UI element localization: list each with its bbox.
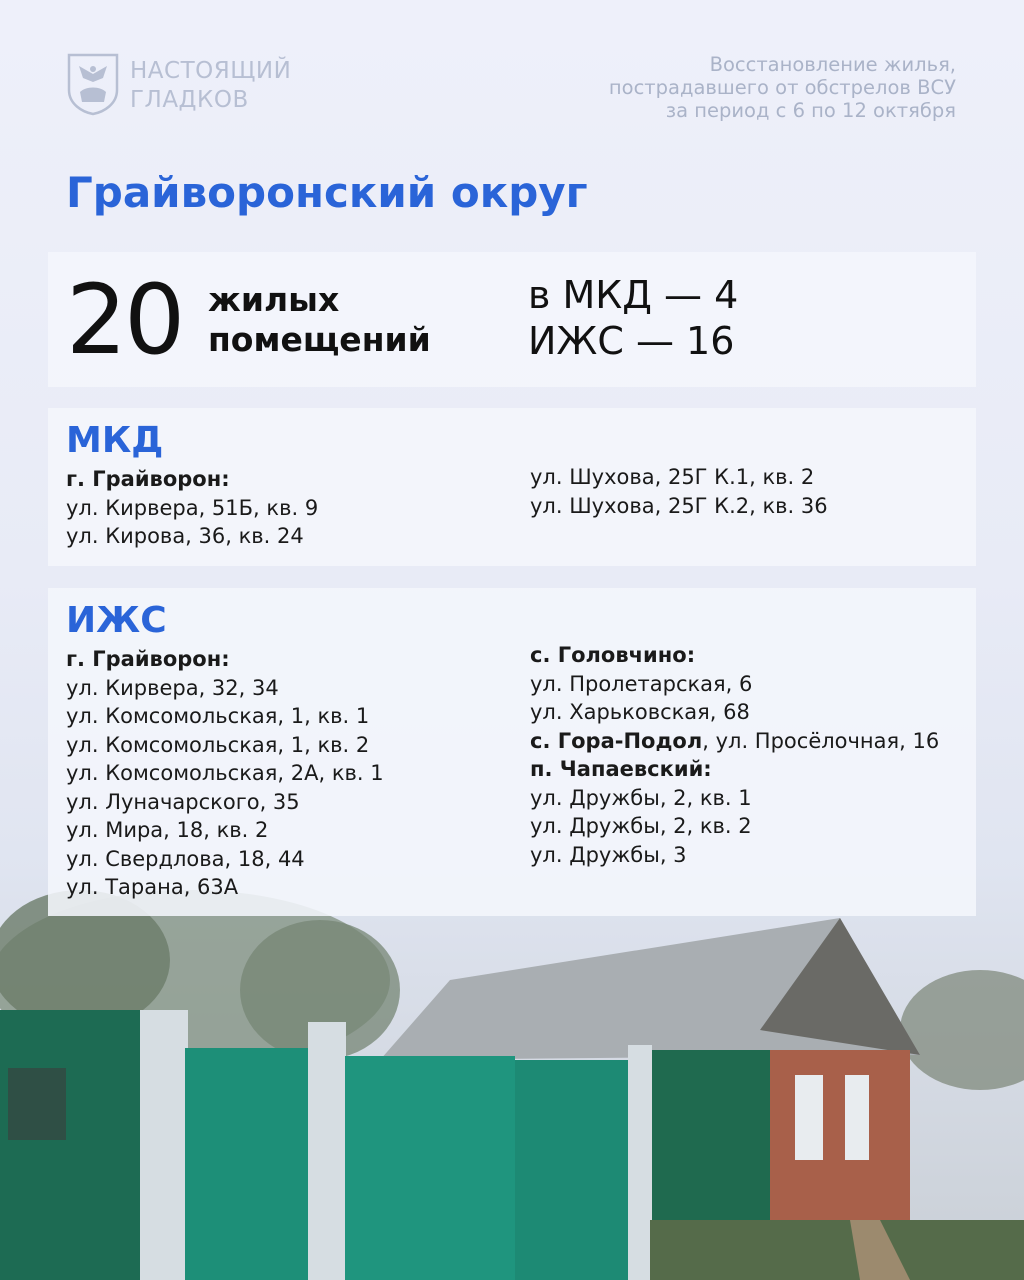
list-item: ул. Свердлова, 18, 44 xyxy=(66,846,305,871)
period-subtitle xyxy=(609,53,956,122)
locality-name: с. Гора-Подол xyxy=(530,728,703,753)
logo xyxy=(66,52,291,120)
logo-line-1: НАСТОЯЩИЙ xyxy=(130,58,292,84)
mkd-card xyxy=(48,408,976,566)
list-item: ул. Тарана, 63А xyxy=(66,875,239,899)
list-item: г. Грайворон: xyxy=(66,647,230,671)
izhs-title: ИЖС xyxy=(66,600,167,641)
izhs-count: ИЖС — 16 xyxy=(528,319,735,363)
subtitle-line-1: Восстановление жилья, xyxy=(709,53,956,76)
mkd-right-list xyxy=(530,463,828,520)
list-item: ул. Луначарского, 35 xyxy=(66,789,300,814)
list-item xyxy=(530,727,939,756)
list-item: ул. Кирвера, 51Б, кв. 9 xyxy=(66,495,319,520)
header xyxy=(66,52,956,122)
mkd-count: в МКД — 4 xyxy=(528,273,739,317)
list-item: ул. Дружбы, 3 xyxy=(530,842,687,867)
izhs-card xyxy=(48,588,976,916)
house-photo xyxy=(0,870,1024,1280)
izhs-left-list xyxy=(66,645,384,902)
list-item: ул. Комсомольская, 2А, кв. 1 xyxy=(66,761,384,785)
locality-address: , ул. Просёлочная, 16 xyxy=(702,728,940,753)
mkd-left-list xyxy=(66,465,318,551)
list-item: ул. Дружбы, 2, кв. 1 xyxy=(530,785,752,810)
total-label-line-2: помещений xyxy=(208,320,431,359)
summary-card xyxy=(48,252,976,387)
district-title: Грайворонский округ xyxy=(66,168,588,217)
list-item: ул. Комсомольская, 1, кв. 2 xyxy=(66,732,370,757)
total-label xyxy=(208,280,431,360)
izhs-right-list xyxy=(530,641,939,869)
subtitle-line-2: пострадавшего от обстрелов ВСУ xyxy=(608,76,956,99)
list-item: п. Чапаевский: xyxy=(530,757,712,781)
list-item: с. Головчино: xyxy=(530,643,696,667)
list-item: ул. Шухова, 25Г К.1, кв. 2 xyxy=(530,465,815,489)
total-label-line-1: жилых xyxy=(208,280,340,319)
total-count: 20 xyxy=(66,264,183,376)
list-item: ул. Комсомольская, 1, кв. 1 xyxy=(66,704,370,728)
breakdown xyxy=(528,272,738,364)
list-item: г. Грайворон: xyxy=(66,467,230,491)
list-item: ул. Дружбы, 2, кв. 2 xyxy=(530,814,752,838)
list-item: ул. Кирвера, 32, 34 xyxy=(66,675,279,700)
list-item: ул. Шухова, 25Г К.2, кв. 36 xyxy=(530,493,828,518)
list-item: ул. Харьковская, 68 xyxy=(530,700,750,724)
mkd-title: МКД xyxy=(66,420,164,461)
list-item: ул. Кирова, 36, кв. 24 xyxy=(66,524,304,548)
coat-of-arms-icon xyxy=(66,52,120,120)
list-item: ул. Пролетарская, 6 xyxy=(530,671,753,696)
subtitle-line-3: за период с 6 по 12 октября xyxy=(665,99,956,122)
logo-line-2: ГЛАДКОВ xyxy=(130,87,249,113)
list-item: ул. Мира, 18, кв. 2 xyxy=(66,818,269,842)
